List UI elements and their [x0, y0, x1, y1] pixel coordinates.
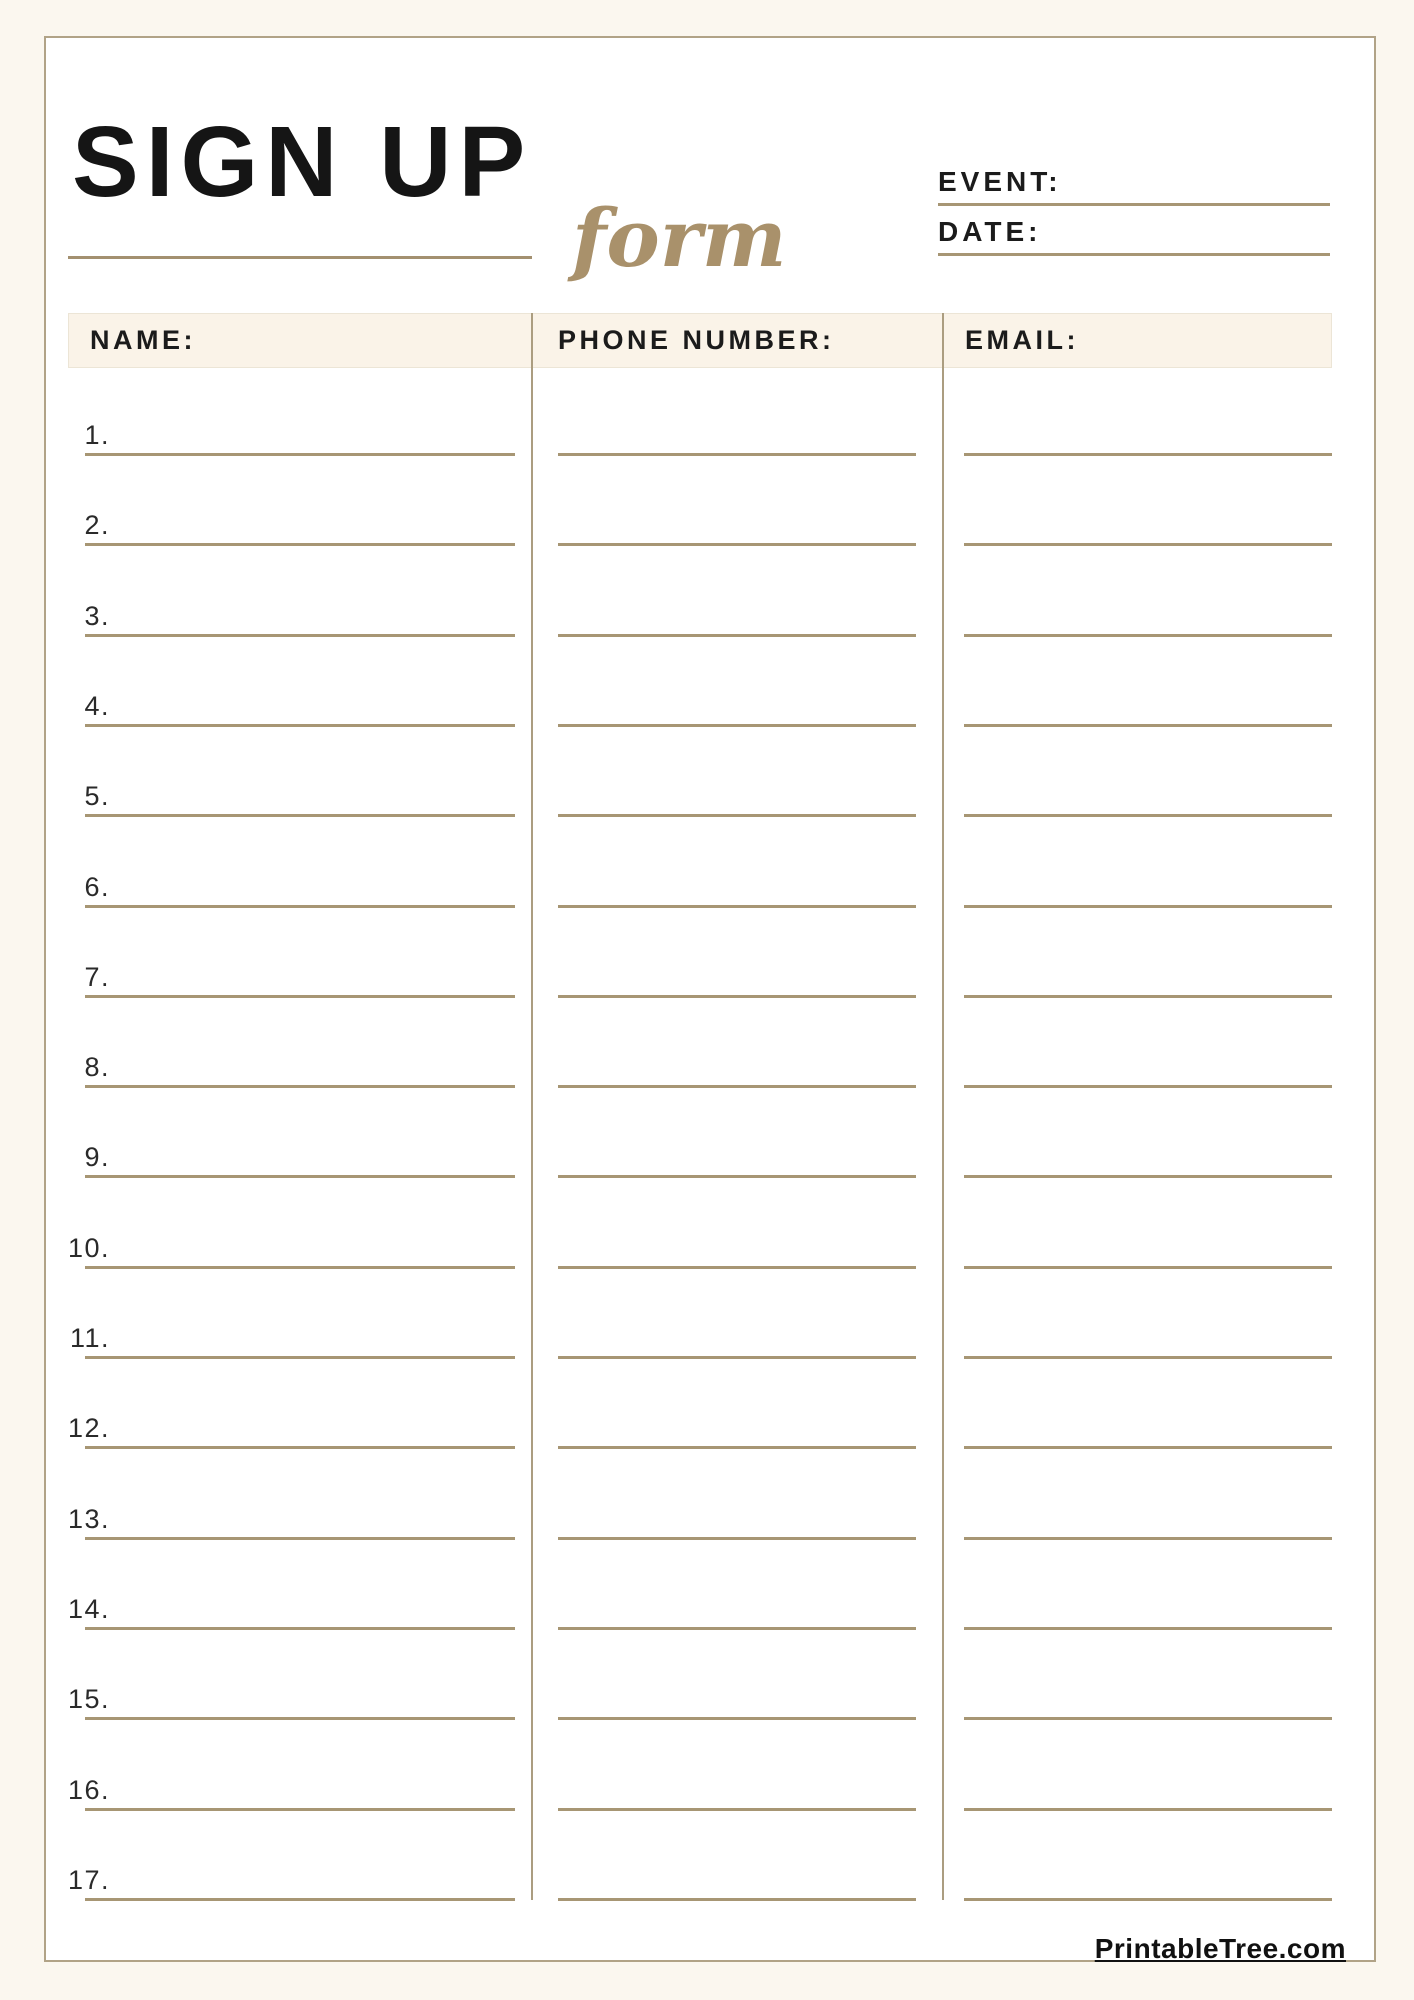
table-row [0, 663, 1414, 727]
table-row [0, 1114, 1414, 1178]
table-row [0, 1205, 1414, 1269]
row-number-label: 9. [84, 1142, 110, 1172]
email-blank-line [964, 814, 1332, 817]
email-blank-line [964, 1085, 1332, 1088]
name-blank-line [85, 634, 515, 637]
row-number-label: 17. [67, 1865, 110, 1895]
email-blank-line [964, 995, 1332, 998]
email-blank-line [964, 634, 1332, 637]
phone-blank-line [558, 724, 916, 727]
row-number-label: 14. [67, 1594, 110, 1624]
table-row [0, 1024, 1414, 1088]
phone-blank-line [558, 814, 916, 817]
row-number-label: 10. [67, 1233, 110, 1263]
phone-blank-line [558, 1808, 916, 1811]
email-blank-line [964, 1356, 1332, 1359]
name-blank-line [85, 543, 515, 546]
email-blank-line [964, 1627, 1332, 1630]
row-number-label: 3. [84, 601, 110, 631]
email-blank-line [964, 1266, 1332, 1269]
name-blank-line [85, 1446, 515, 1449]
phone-blank-line [558, 1175, 916, 1178]
phone-blank-line [558, 1266, 916, 1269]
table-row [0, 1656, 1414, 1720]
email-blank-line [964, 1898, 1332, 1901]
phone-blank-line [558, 634, 916, 637]
page-title: SIGN UP [72, 106, 533, 218]
name-blank-line [85, 1175, 515, 1178]
column-header-phone: PHONE NUMBER: [558, 325, 835, 355]
row-number-label: 13. [67, 1504, 110, 1534]
table-row [0, 1295, 1414, 1359]
phone-blank-line [558, 543, 916, 546]
name-blank-line [85, 814, 515, 817]
phone-blank-line [558, 995, 916, 998]
table-row [0, 844, 1414, 908]
name-blank-line [85, 905, 515, 908]
date-blank-line [938, 253, 1330, 256]
title-underline [68, 256, 532, 259]
name-blank-line [85, 724, 515, 727]
name-blank-line [85, 1537, 515, 1540]
name-blank-line [85, 995, 515, 998]
row-number-label: 1. [84, 420, 110, 450]
form-script-subtitle: form [572, 191, 787, 285]
email-blank-line [964, 905, 1332, 908]
phone-blank-line [558, 1446, 916, 1449]
phone-blank-line [558, 1356, 916, 1359]
table-row [0, 482, 1414, 546]
name-blank-line [85, 1717, 515, 1720]
email-blank-line [964, 1808, 1332, 1811]
table-row [0, 1566, 1414, 1630]
row-number-label: 7. [84, 962, 110, 992]
email-blank-line [964, 724, 1332, 727]
row-number-label: 12. [67, 1413, 110, 1443]
event-blank-line [938, 203, 1330, 206]
table-row [0, 1385, 1414, 1449]
phone-blank-line [558, 1537, 916, 1540]
name-blank-line [85, 1898, 515, 1901]
row-number-label: 16. [67, 1775, 110, 1805]
name-blank-line [85, 1085, 515, 1088]
table-row [0, 934, 1414, 998]
footer-link[interactable]: PrintableTree.com [1094, 1933, 1346, 1964]
row-number-label: 5. [84, 781, 110, 811]
email-blank-line [964, 1717, 1332, 1720]
phone-blank-line [558, 1085, 916, 1088]
name-blank-line [85, 1266, 515, 1269]
table-row [0, 1747, 1414, 1811]
phone-blank-line [558, 1717, 916, 1720]
email-blank-line [964, 1175, 1332, 1178]
table-row [0, 392, 1414, 456]
table-row [0, 753, 1414, 817]
phone-blank-line [558, 1627, 916, 1630]
phone-blank-line [558, 905, 916, 908]
email-blank-line [964, 1537, 1332, 1540]
name-blank-line [85, 1808, 515, 1811]
name-blank-line [85, 1356, 515, 1359]
row-number-label: 2. [84, 510, 110, 540]
email-blank-line [964, 453, 1332, 456]
name-blank-line [85, 1627, 515, 1630]
row-number-label: 15. [67, 1684, 110, 1714]
phone-blank-line [558, 453, 916, 456]
name-blank-line [85, 453, 515, 456]
row-number-label: 11. [69, 1323, 110, 1353]
row-number-label: 4. [84, 691, 110, 721]
event-label: EVENT: [938, 166, 1062, 197]
table-row [0, 573, 1414, 637]
row-number-label: 8. [84, 1052, 110, 1082]
email-blank-line [964, 1446, 1332, 1449]
email-blank-line [964, 543, 1332, 546]
column-header-email: EMAIL: [965, 325, 1079, 355]
column-header-name: NAME: [90, 325, 196, 355]
table-row [0, 1476, 1414, 1540]
phone-blank-line [558, 1898, 916, 1901]
table-row [0, 1837, 1414, 1901]
date-label: DATE: [938, 216, 1042, 247]
row-number-label: 6. [84, 872, 110, 902]
